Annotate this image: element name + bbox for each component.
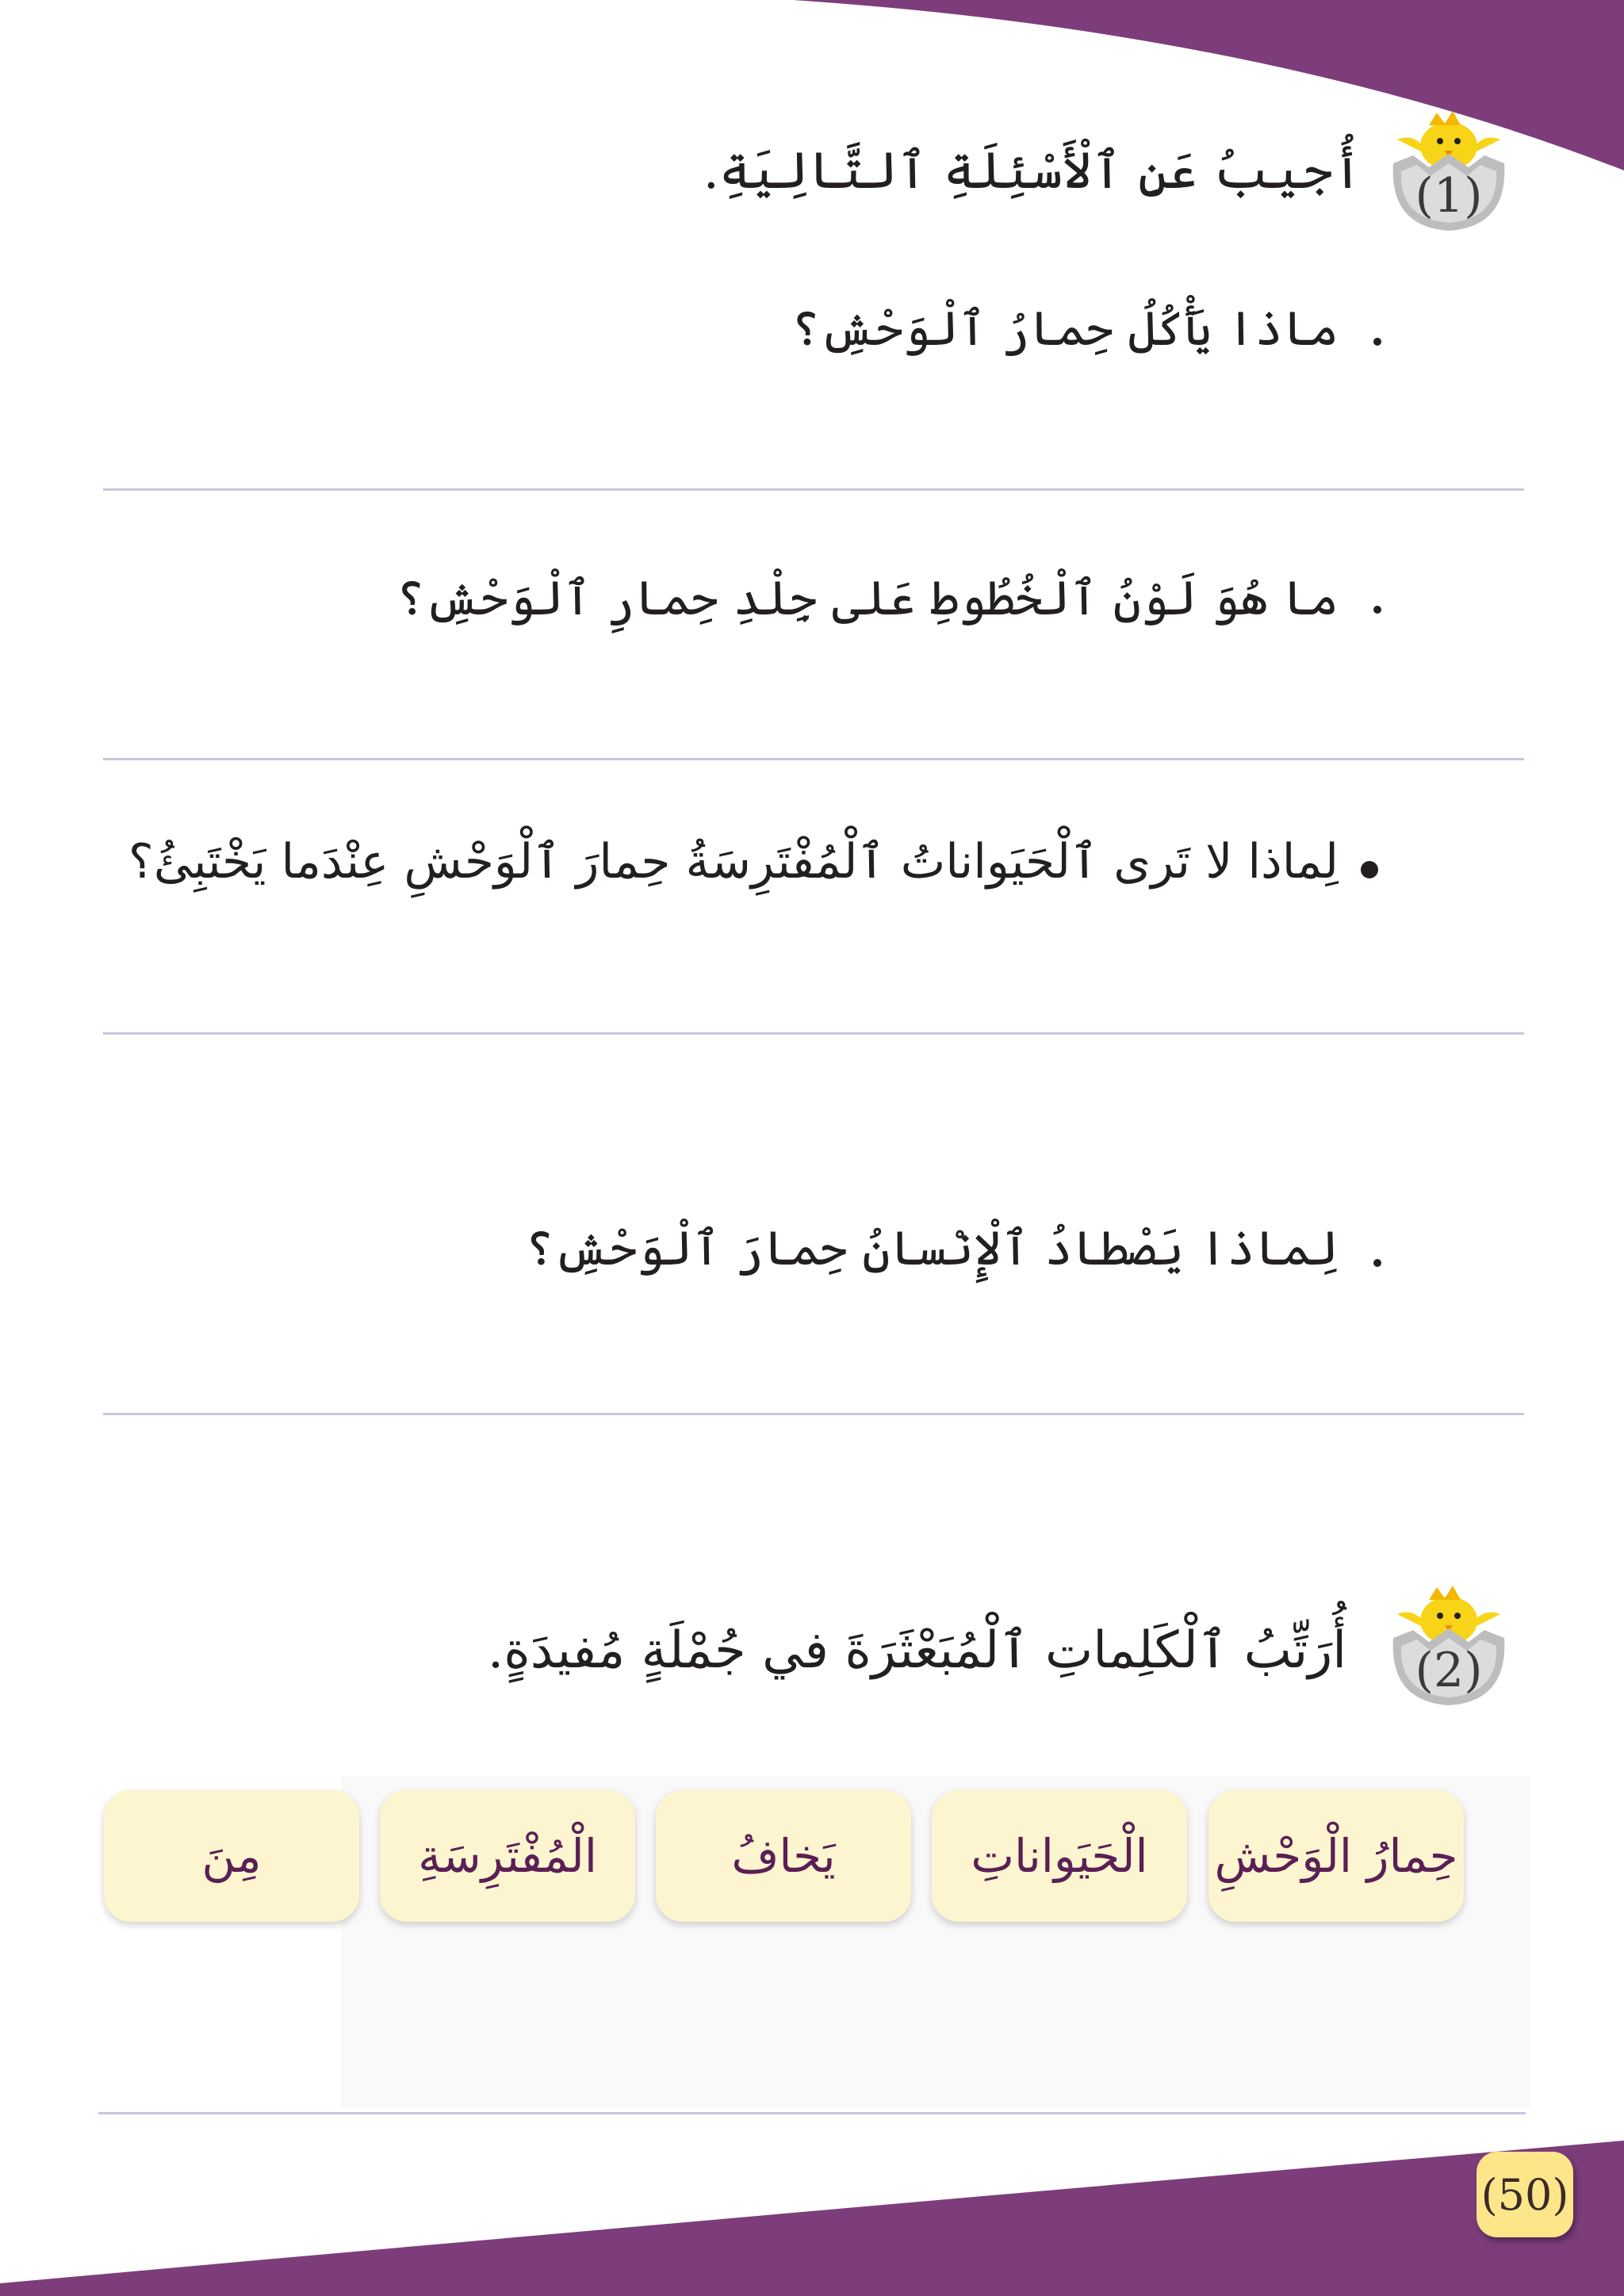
exercise1-instruction: أُجيبُ عَنِ ٱلْأَسْئِلَةِ ٱلتَّالِيَةِ. bbox=[703, 142, 1362, 201]
word-chip-zebra[interactable]: حِمارُ الْوَحْشِ bbox=[1208, 1790, 1464, 1922]
question-2: ما هُوَ لَوْنُ ٱلْخُطُوطِ عَلى جِلْدِ حِمارِ ٱلْوَحْشِ؟ bbox=[396, 571, 1339, 626]
answer-line-1[interactable] bbox=[103, 488, 1524, 491]
exercise2-instruction: أُرَتِّبُ ٱلْكَلِماتِ ٱلْمُبَعْثَرَةَ في جُمْلَةٍ مُفيدَةٍ. bbox=[487, 1621, 1346, 1680]
chick-egg-icon bbox=[1381, 108, 1516, 235]
chick-egg-icon bbox=[1381, 1582, 1516, 1709]
question-1: ماذا يَأْكُلُ حِمارُ ٱلْوَحْشِ؟ bbox=[791, 301, 1339, 357]
word-chip-fears[interactable]: يَخافُ bbox=[656, 1790, 911, 1922]
answer-line-3[interactable] bbox=[103, 1032, 1524, 1035]
exercise-number: (2) bbox=[1415, 1643, 1483, 1698]
exercise-number: (1) bbox=[1415, 168, 1483, 224]
bullet-icon bbox=[1373, 606, 1381, 614]
page-number: (50) bbox=[1477, 2152, 1573, 2237]
word-chip-predatory[interactable]: الْمُفْتَرِسَةِ bbox=[380, 1790, 635, 1922]
word-chip-animals[interactable]: الْحَيَواناتِ bbox=[932, 1790, 1187, 1922]
bullet-icon bbox=[1373, 1259, 1381, 1267]
answer-line-4[interactable] bbox=[103, 1413, 1524, 1415]
answer-line-2[interactable] bbox=[103, 758, 1524, 760]
bullet-icon bbox=[1361, 861, 1378, 878]
question-3: لِماذا لا تَرى ٱلْحَيَواناتُ ٱلْمُفْتَرِسَةُ حِمارَ ٱلْوَحْشِ عِنْدَما يَخْتَبِئُ؟ bbox=[128, 834, 1339, 890]
answer-line-5[interactable] bbox=[98, 2112, 1526, 2114]
question-4: لِماذا يَصْطادُ ٱلْإِنْسانُ حِمارَ ٱلْوَحْشِ؟ bbox=[525, 1221, 1339, 1276]
bullet-icon bbox=[1373, 338, 1381, 346]
word-chip-from[interactable]: مِنَ bbox=[104, 1790, 359, 1922]
